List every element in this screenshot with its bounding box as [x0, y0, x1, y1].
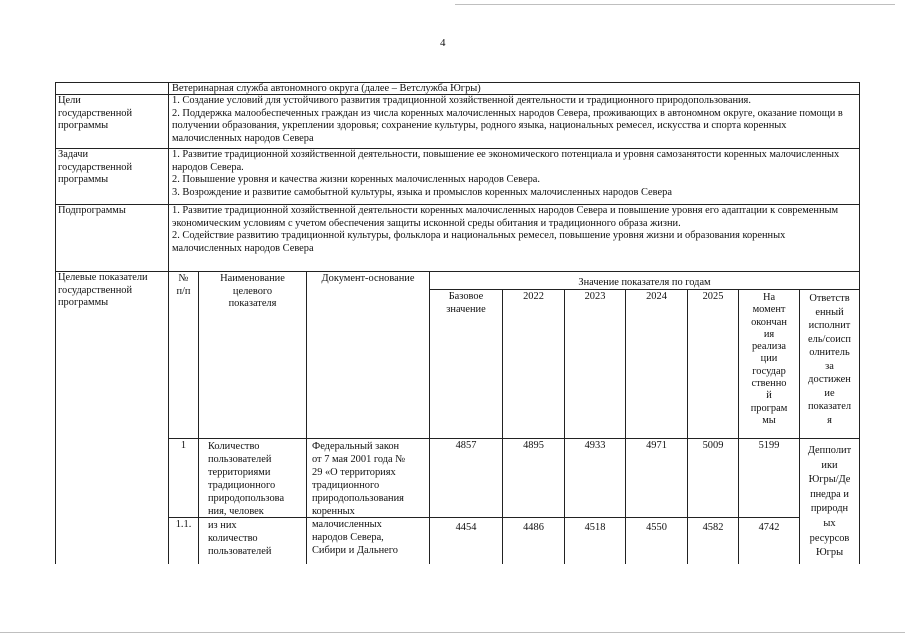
tasks-text: 1. Развитие традиционной хозяйственной деятельности, повышение ее экономического потенциала и уровня самозанятости коренных малочисленных народов Севера. 2. Повышение уровня и качества жизни коренных малочисленных народов Севера. 3. Возрождение и развитие самобытной культуры, языка и промыслов коренных малочисленных народов Севера: [172, 149, 840, 198]
row-1-2022: 4895: [523, 440, 544, 451]
row-1-1-2025: 4582: [702, 522, 724, 533]
row-1-1-2022: 4486: [523, 522, 544, 533]
goals-text: 1. Создание условий для устойчивого развития традиционной хозяйственной деятельности и традиционного природопользования. 2. Поддержка малообеспеченных граждан из числа коренных малочисленных народов Севера, проживающих в автономном округе, оказание помощи в получении образования, укреплении здоровья; сохранение культуры, родного языка, национальных ремесел, искусства и спорта коренных малочисленных народов Севера: [172, 95, 843, 144]
row-1-1-2024: 4550: [646, 522, 667, 533]
row-1-final: 5199: [758, 440, 780, 451]
row-1-base: 4857: [455, 440, 477, 451]
scan-edge-top: [455, 4, 895, 5]
header-name: Наименование целевого показателя: [220, 273, 285, 310]
row-1-2024: 4971: [646, 440, 667, 451]
page-number: 4: [440, 37, 446, 49]
header-2023: 2023: [584, 291, 606, 302]
header-2025: 2025: [702, 291, 724, 302]
header-2022: 2022: [523, 291, 544, 302]
row-1-num: 1: [180, 440, 187, 451]
header-responsible: Ответств енный исполнит ель/соисп олнитель за достижен ие показател я: [807, 293, 852, 426]
scan-edge-bottom: [0, 632, 905, 633]
subprograms-text: 1. Развитие традиционной хозяйственной деятельности коренных малочисленных народов Севера и повышение уровня его адаптации к современным экономическим условиям с учетом обеспечения защиты исконной среды обитания и традиционного образа жизни. 2. Содействие развитию традиционной культуры, фольклора и национальных ремесел, повышение уровня жизни и образования коренных малочисленных народов Севера: [172, 205, 839, 254]
tasks-label: Задачи государственной программы: [58, 149, 133, 186]
executor-text: Ветеринарная служба автономного округа (далее – Ветслужба Югры): [172, 83, 481, 94]
header-base: Базовое значение: [446, 291, 486, 315]
header-doc: Документ-основание: [321, 273, 415, 284]
row-1-1-name: из них количество пользователей: [208, 520, 272, 557]
subprograms-label: Подпрограммы: [58, 205, 126, 216]
header-2024: 2024: [646, 291, 667, 302]
row-1-1-2023: 4518: [584, 522, 606, 533]
indicators-label: Целевые показатели государственной программы: [58, 272, 148, 309]
responsible-text: Депполит ики Югры/Де пнедра и природн ых ресурсов Югры: [807, 445, 852, 559]
document-basis-text: Федеральный закон от 7 мая 2001 года № 29 «О территориях традиционного природопользования коренных малочисленных народов Севера, Сибири и Дальнего: [312, 441, 406, 556]
row-1-name: Количество пользователей территориями традиционного природопользова ния, человек: [208, 441, 285, 517]
goals-label: Цели государственной программы: [58, 95, 133, 132]
row-1-2023: 4933: [584, 440, 606, 451]
row-1-1-num: 1.1.: [175, 519, 192, 530]
row-1-1-final: 4742: [758, 522, 780, 533]
row-1-2025: 5009: [702, 440, 724, 451]
header-num: № п/п: [176, 273, 191, 297]
row-1-1-base: 4454: [455, 522, 477, 533]
header-values-group: Значение показателя по годам: [578, 277, 711, 288]
header-final: На момент окончан ия реализа ции государ ственно й програм мы: [750, 292, 788, 426]
